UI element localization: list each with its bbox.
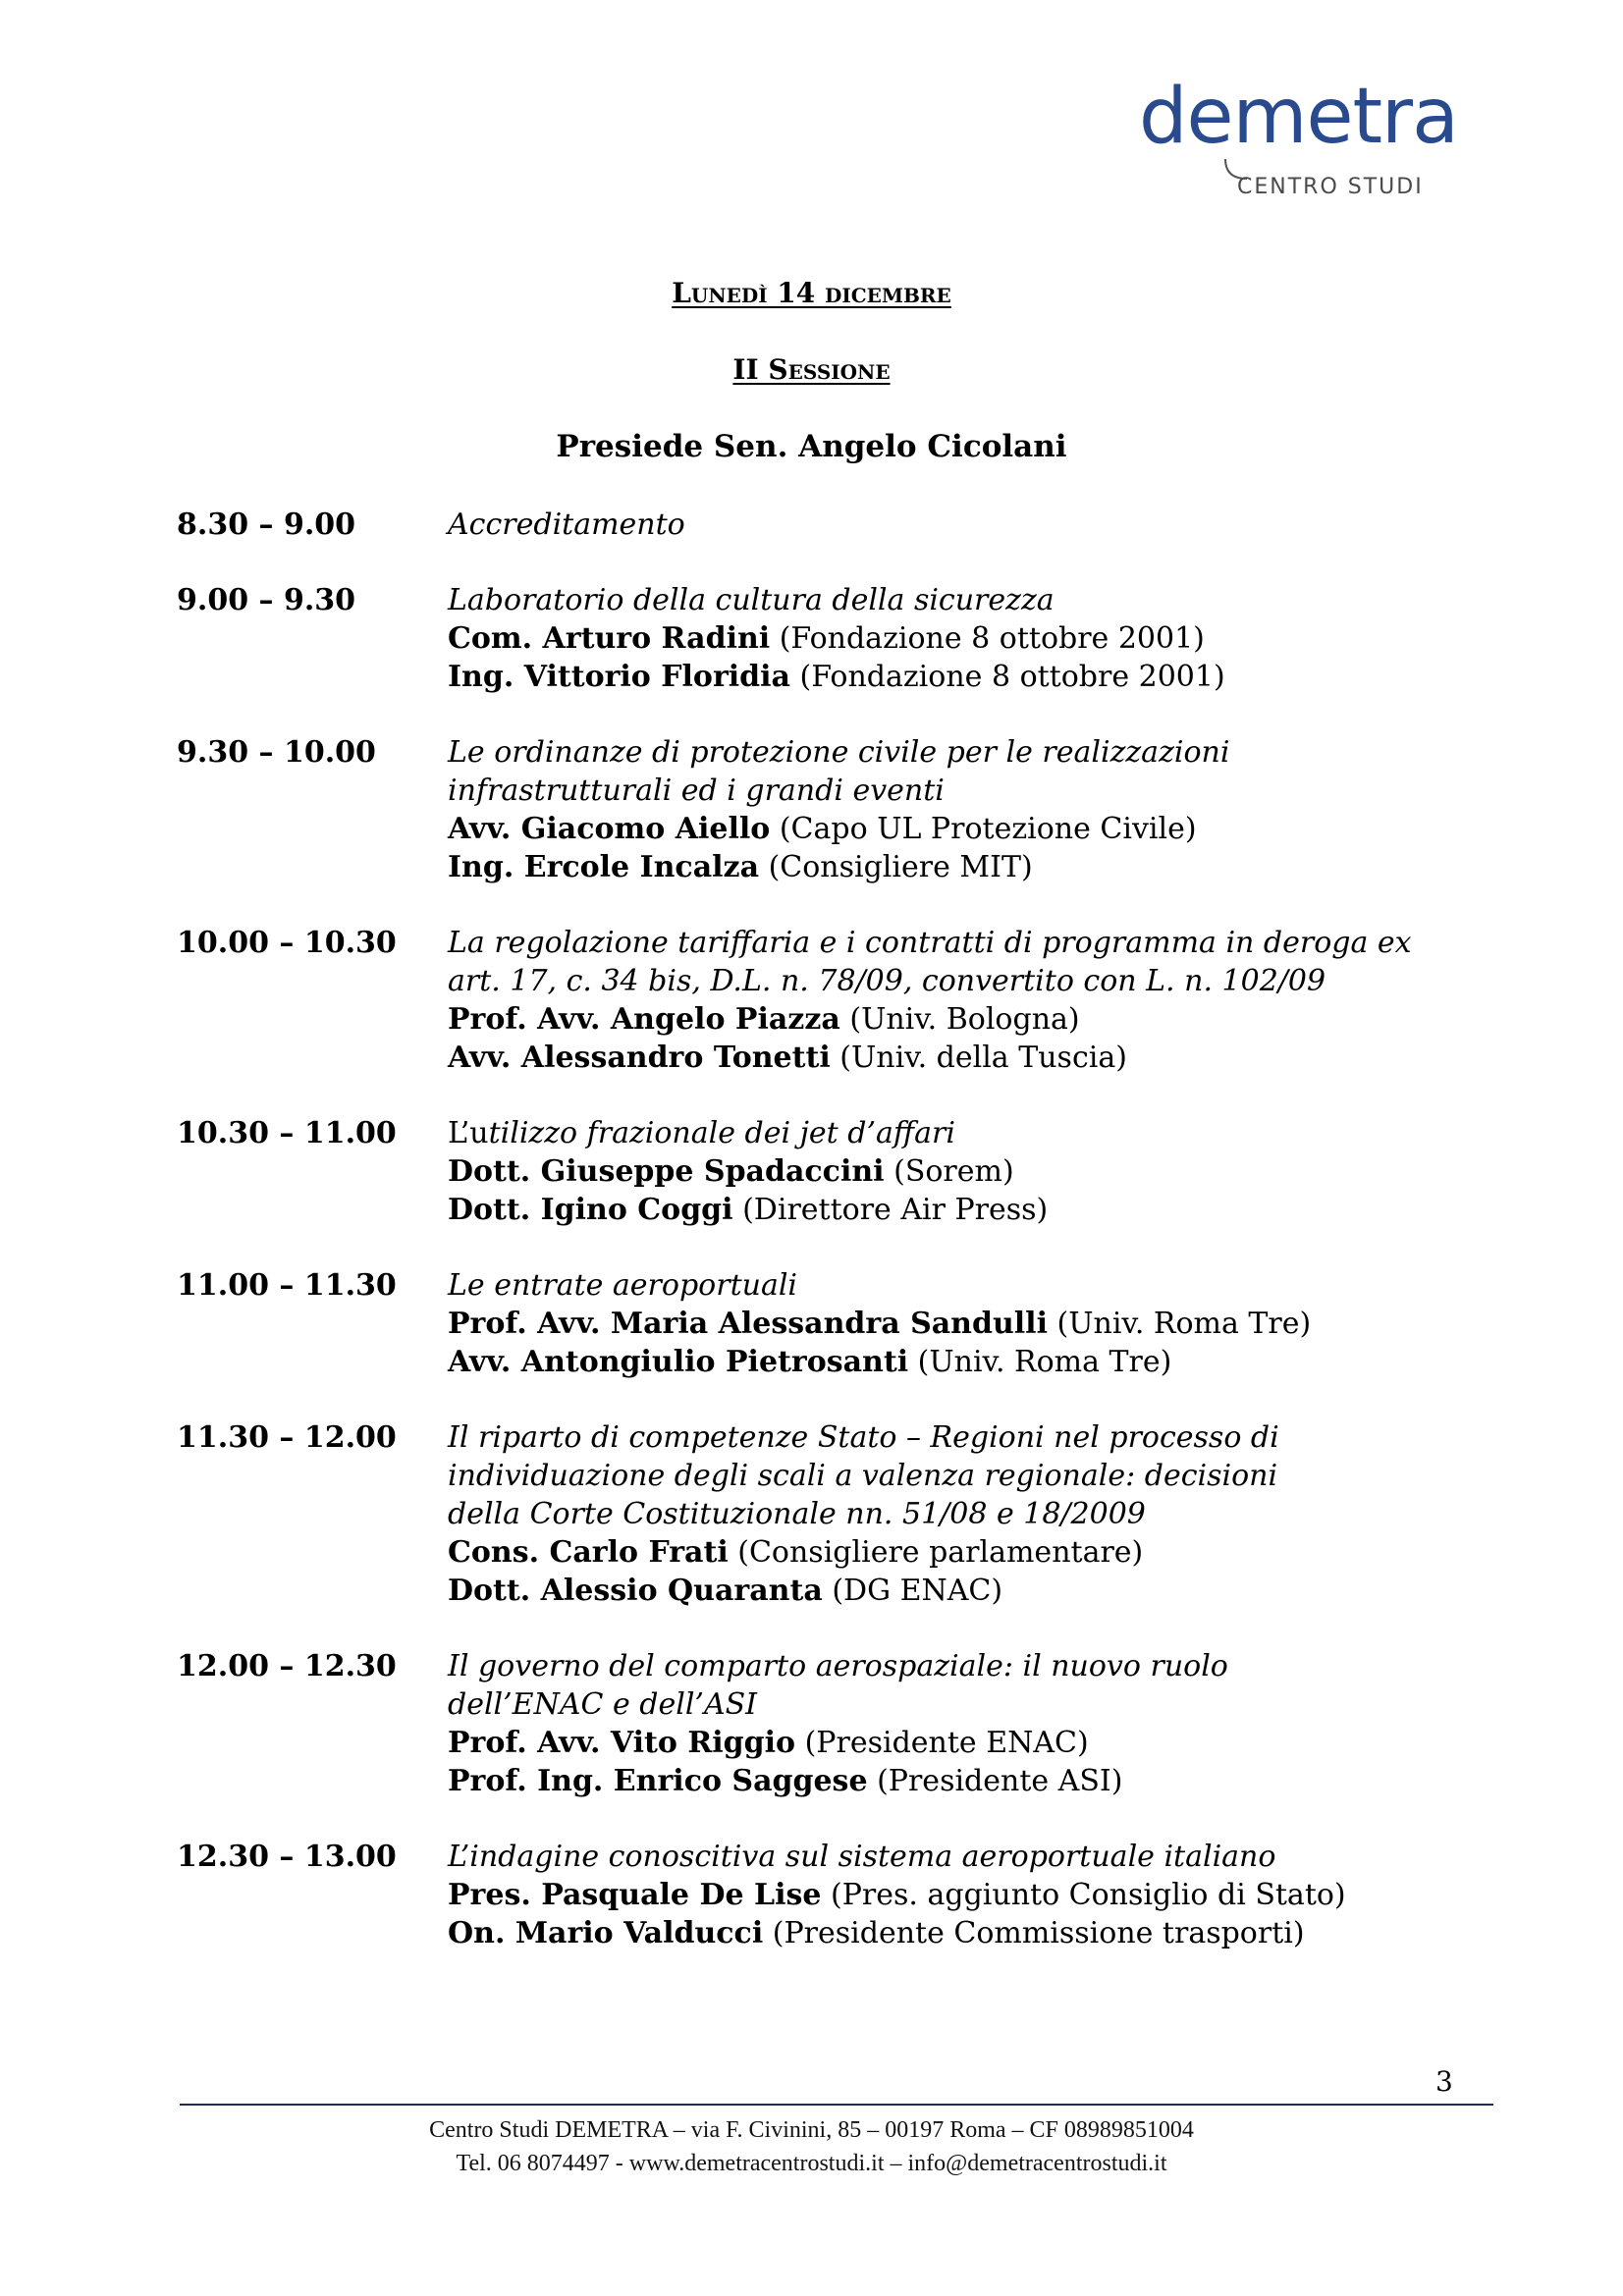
footer-divider (180, 2104, 1493, 2106)
speaker-affiliation: (Consigliere parlamentare) (737, 1535, 1144, 1570)
speaker (448, 1876, 1492, 1914)
speaker (448, 1343, 1492, 1381)
speaker-name: Cons. Carlo Frati (448, 1535, 729, 1570)
speaker-affiliation: (DG ENAC) (832, 1574, 1003, 1608)
slot-topic: L’indagine conoscitiva sul sistema aeroportuale italiano (448, 1840, 1276, 1874)
speaker-name: Prof. Ing. Enrico Saggese (448, 1764, 868, 1798)
slot-topic: Le ordinanze di protezione civile per le realizzazioni (448, 735, 1230, 770)
session-heading: II Sessione (732, 353, 891, 386)
slot-time: 11.30 – 12.00 (177, 1420, 397, 1455)
speaker (448, 1152, 1492, 1191)
slot-content (448, 506, 1492, 544)
date-heading: Lunedì 14 dicembre (672, 277, 951, 309)
speaker-name: Pres. Pasquale De Lise (448, 1878, 822, 1912)
speaker-name: Dott. Igino Coggi (448, 1193, 733, 1227)
speaker-name: Prof. Avv. Vito Riggio (448, 1726, 796, 1760)
slot-topic: dell’ENAC e dell’ASI (448, 1687, 758, 1722)
topic-prefix: L’u (448, 1116, 489, 1150)
speaker (448, 1572, 1492, 1610)
speaker-name: Prof. Avv. Maria Alessandra Sandulli (448, 1307, 1048, 1341)
schedule-slot (177, 1418, 1492, 1610)
slot-content (448, 924, 1492, 1077)
schedule-slot (177, 1266, 1492, 1381)
slot-time: 12.30 – 13.00 (177, 1840, 397, 1874)
demetra-logo (1139, 73, 1458, 206)
speaker-affiliation: (Univ. Roma Tre) (1056, 1307, 1312, 1341)
slot-time: 9.30 – 10.00 (177, 735, 376, 770)
footer-address: Centro Studi DEMETRA – via F. Civinini, 85 – 00197 Roma – CF 08989851004 (429, 2117, 1194, 2143)
speaker (448, 1914, 1492, 1952)
slot-time: 11.00 – 11.30 (177, 1268, 397, 1303)
slot-topic: Il riparto di competenze Stato – Regioni nel processo di (448, 1420, 1279, 1455)
speaker (448, 1305, 1492, 1343)
slot-topic: della Corte Costituzionale nn. 51/08 e 18/2009 (448, 1497, 1146, 1531)
schedule-slot (177, 1647, 1492, 1800)
slot-content (448, 1647, 1492, 1800)
speaker (448, 1724, 1492, 1762)
slot-topic (448, 1114, 1492, 1152)
session-chair: Presiede Sen. Angelo Cicolani (556, 429, 1067, 464)
speaker-name: On. Mario Valducci (448, 1916, 764, 1950)
slot-content (448, 1418, 1492, 1610)
speaker-name: Avv. Antongiulio Pietrosanti (448, 1345, 909, 1379)
slot-time: 12.00 – 12.30 (177, 1649, 397, 1683)
speaker-affiliation: (Univ. della Tuscia) (839, 1041, 1127, 1075)
schedule-slot (177, 581, 1492, 696)
speaker (448, 1533, 1492, 1572)
speaker (448, 658, 1492, 696)
speaker (448, 848, 1492, 886)
speaker-affiliation: (Pres. aggiunto Consiglio di Stato) (831, 1878, 1346, 1912)
speaker-name: Dott. Alessio Quaranta (448, 1574, 823, 1608)
slot-content (448, 1266, 1492, 1381)
speaker-affiliation: (Univ. Bologna) (849, 1002, 1080, 1037)
schedule-slot (177, 506, 1492, 544)
speaker-affiliation: (Sorem) (893, 1154, 1014, 1189)
slot-content (448, 1838, 1492, 1952)
slot-topic: Il governo del comparto aerospaziale: il nuovo ruolo (448, 1649, 1228, 1683)
speaker-affiliation: (Consigliere MIT) (768, 850, 1033, 884)
speaker-name: Ing. Ercole Incalza (448, 850, 760, 884)
speaker (448, 1039, 1492, 1077)
slot-time: 10.30 – 11.00 (177, 1116, 397, 1150)
footer-contacts: Tel. 06 8074497 - www.demetracentrostudi.it – info@demetracentrostudi.it (456, 2151, 1167, 2176)
speaker (448, 810, 1492, 848)
speaker-affiliation: (Direttore Air Press) (742, 1193, 1049, 1227)
speaker-name: Avv. Alessandro Tonetti (448, 1041, 831, 1075)
slot-topic: Le entrate aeroportuali (448, 1268, 798, 1303)
slot-time: 8.30 – 9.00 (177, 507, 356, 542)
slot-topic: Accreditamento (448, 507, 685, 542)
speaker-affiliation: (Presidente Commissione trasporti) (772, 1916, 1305, 1950)
logo-subtitle: CENTRO STUDI (1237, 175, 1424, 199)
speaker (448, 1000, 1492, 1039)
speaker-name: Dott. Giuseppe Spadaccini (448, 1154, 885, 1189)
page-number: 3 (1435, 2065, 1453, 2098)
slot-time: 9.00 – 9.30 (177, 583, 356, 617)
slot-topic: individuazione degli scali a valenza regionale: decisioni (448, 1459, 1278, 1493)
schedule-slot (177, 733, 1492, 886)
speaker-affiliation: (Capo UL Protezione Civile) (779, 812, 1197, 846)
speaker-affiliation: (Presidente ASI) (877, 1764, 1123, 1798)
slot-content (448, 1114, 1492, 1229)
schedule-slot (177, 924, 1492, 1077)
topic-text: tilizzo frazionale dei jet d’affari (488, 1116, 955, 1150)
schedule-slot (177, 1838, 1492, 1952)
logo-wordmark: demetra (1139, 73, 1458, 161)
speaker (448, 1762, 1492, 1800)
slot-topic: La regolazione tariffaria e i contratti di programma in deroga ex (448, 926, 1412, 960)
speaker (448, 1191, 1492, 1229)
speaker-name: Ing. Vittorio Floridia (448, 660, 790, 694)
slot-topic: Laboratorio della cultura della sicurezza (448, 583, 1055, 617)
speaker-name: Avv. Giacomo Aiello (448, 812, 771, 846)
speaker-affiliation: (Presidente ENAC) (804, 1726, 1089, 1760)
speaker-affiliation: (Fondazione 8 ottobre 2001) (779, 621, 1205, 656)
slot-content (448, 733, 1492, 886)
session-schedule (177, 506, 1492, 1990)
slot-content (448, 581, 1492, 696)
speaker-affiliation: (Univ. Roma Tre) (917, 1345, 1172, 1379)
speaker (448, 619, 1492, 658)
slot-time: 10.00 – 10.30 (177, 926, 397, 960)
slot-topic: art. 17, c. 34 bis, D.L. n. 78/09, convertito con L. n. 102/09 (448, 964, 1326, 998)
slot-topic: infrastrutturali ed i grandi eventi (448, 774, 945, 808)
schedule-slot (177, 1114, 1492, 1229)
speaker-name: Com. Arturo Radini (448, 621, 771, 656)
speaker-affiliation: (Fondazione 8 ottobre 2001) (799, 660, 1225, 694)
speaker-name: Prof. Avv. Angelo Piazza (448, 1002, 840, 1037)
